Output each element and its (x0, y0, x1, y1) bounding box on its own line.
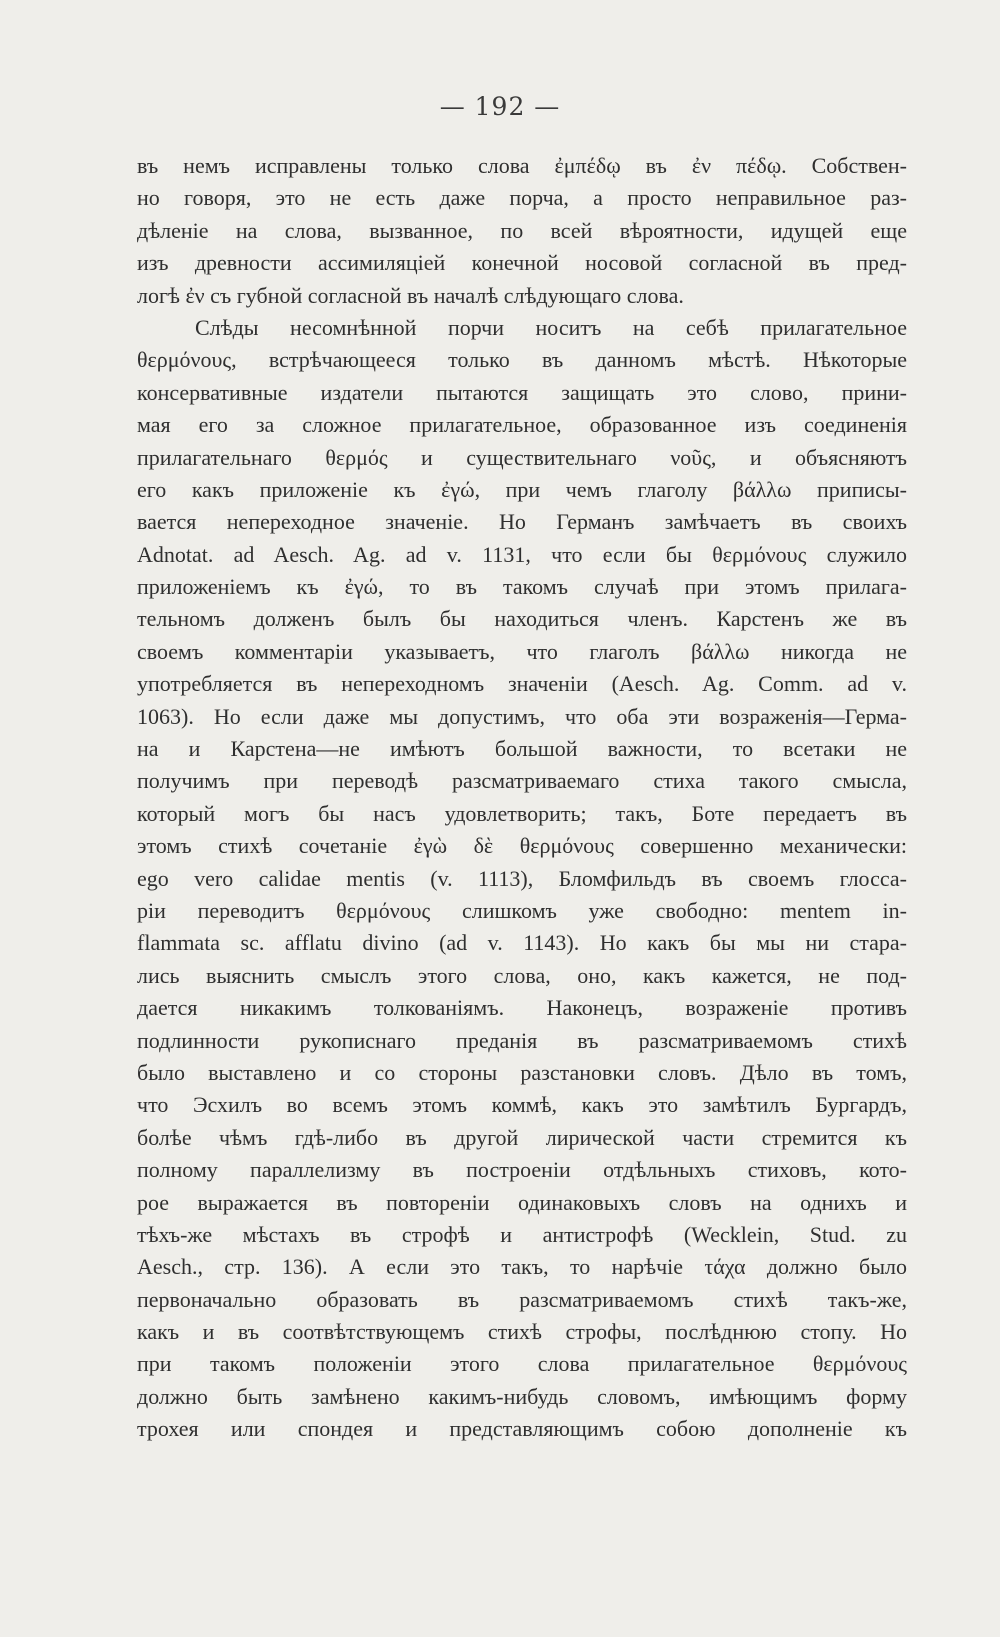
text-line: на и Карстена—не имѣютъ большой важности, то всетаки не (137, 736, 907, 762)
text-line: первоначально образовать въ разсматриваемомъ стихѣ такъ-же, (137, 1286, 907, 1312)
text-line: трохея или спондея и представляющимъ собою дополненіе къ (137, 1416, 907, 1442)
text-line: вается непереходное значеніе. Но Германъ замѣчаетъ въ своихъ (137, 509, 907, 535)
text-line: при такомъ положеніи этого слова прилагательное θερμόνους (137, 1351, 907, 1377)
text-line: тельномъ долженъ былъ бы находиться членъ. Карстенъ же въ (137, 606, 907, 632)
text-line: болѣе чѣмъ гдѣ-либо въ другой лирической части стремится къ (137, 1124, 907, 1150)
text-line: консервативные издатели пытаются защищать это слово, прини- (137, 379, 907, 405)
text-line: подлинности рукописнаго преданія въ разсматриваемомъ стихѣ (137, 1027, 907, 1053)
text-line: было выставлено и со стороны разстановки словъ. Дѣло въ томъ, (137, 1059, 907, 1085)
text-line: который могъ бы насъ удовлетворить; такъ, Боте передаетъ въ (137, 800, 907, 826)
text-line: θερμόνους, встрѣчающееся только въ данномъ мѣстѣ. Нѣкоторые (137, 347, 907, 373)
text-line: Слѣды несомнѣнной порчи носитъ на себѣ прилагательное (195, 314, 907, 340)
text-line: ego vero calidae mentis (v. 1113), Бломфильдъ въ своемъ глосса- (137, 865, 907, 891)
text-line: flammata sc. afflatu divino (ad v. 1143). Но какъ бы мы ни стара- (137, 930, 907, 956)
text-line: приложеніемъ къ ἐγώ, то въ такомъ случаѣ при этомъ прилага- (137, 574, 907, 600)
text-line: дается никакимъ толкованіямъ. Наконецъ, возраженіе противъ (137, 995, 907, 1021)
text-line: что Эсхилъ во всемъ этомъ коммѣ, какъ это замѣтилъ Бургардъ, (137, 1092, 907, 1118)
page-number: — 192 — (439, 92, 561, 121)
text-line: употребляется въ непереходномъ значеніи (Aesch. Ag. Comm. ad v. (137, 671, 907, 697)
text-line: въ немъ исправлены только слова ἐμπέδῳ въ ἐν πέδῳ. Собствен- (137, 153, 907, 178)
body-text (137, 150, 907, 1446)
text-line: этомъ стихѣ сочетаніе ἐγὼ δὲ θερμόνους совершенно механически: (137, 833, 907, 859)
text-line: логѣ ἐν съ губной согласной въ началѣ слѣдующаго слова. (137, 282, 684, 308)
text-line: ріи переводитъ θερμόνους слишкомъ уже свободно: mentem in- (137, 897, 907, 923)
text-line: изъ древности ассимиляціей конечной носовой согласной въ пред- (137, 250, 907, 276)
text-line: какъ и въ соотвѣтствующемъ стихѣ строфы, послѣднюю стопу. Но (137, 1319, 907, 1345)
text-line: 1063). Но если даже мы допустимъ, что оба эти возраженія—Герма- (137, 703, 907, 729)
text-line: полному параллелизму въ построеніи отдѣльныхъ стиховъ, кото- (137, 1157, 907, 1183)
text-line: его какъ приложеніе къ ἐγώ, при чемъ глаголу βάλλω приписы- (137, 476, 907, 502)
text-line: дѣленіе на слова, вызванное, по всей вѣроятности, идущей еще (137, 217, 907, 243)
text-line: своемъ комментаріи указываетъ, что глаголъ βάλλω никогда не (137, 638, 907, 664)
text-line: Adnotat. ad Aesch. Ag. ad v. 1131, что если бы θερμόνους служило (137, 541, 907, 567)
text-line: должно быть замѣнено какимъ-нибудь словомъ, имѣющимъ форму (137, 1383, 907, 1409)
text-line: мая его за сложное прилагательное, образованное изъ соединенія (137, 412, 907, 438)
text-line: рое выражается въ повтореніи одинаковыхъ словъ на однихъ и (137, 1189, 907, 1215)
text-line: тѣхъ-же мѣстахъ въ строфѣ и антистрофѣ (Wecklein, Stud. zu (137, 1221, 907, 1247)
text-line: лись выяснить смыслъ этого слова, оно, какъ кажется, не под- (137, 962, 907, 988)
text-line: Aesch., стр. 136). А если это такъ, то нарѣчіе τάχα должно было (137, 1254, 907, 1280)
text-line: получимъ при переводѣ разсматриваемаго стиха такого смысла, (137, 768, 907, 794)
text-line: прилагательнаго θερμός и существительнаго νοῦς, и объясняютъ (137, 444, 907, 470)
text-line: но говоря, это не есть даже порча, а просто неправильное раз- (137, 185, 907, 211)
